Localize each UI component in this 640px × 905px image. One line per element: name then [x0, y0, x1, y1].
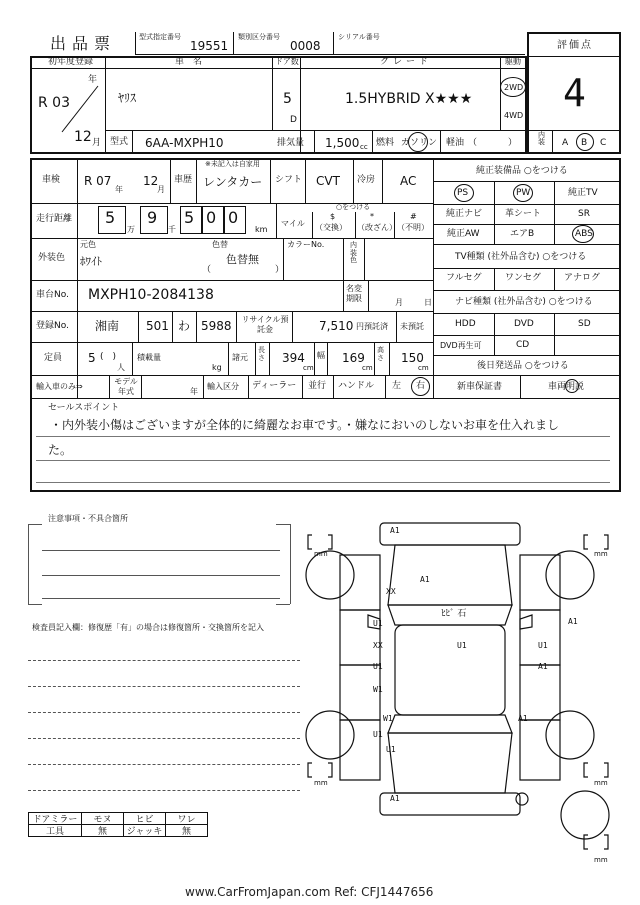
fuel-label: 燃料: [376, 138, 395, 148]
drive-label: 駆動: [505, 57, 521, 66]
steering-label: ハンドル: [338, 381, 375, 391]
score-label: 評価点: [557, 40, 593, 51]
equip-abs: ABS: [575, 229, 593, 239]
mark-a1-right-fender: A1: [568, 617, 578, 626]
width-value: 169: [342, 351, 365, 365]
swap-dollar: $: [330, 212, 336, 221]
mark-hibi-ishi: ﾋﾋﾞ 石: [441, 609, 467, 619]
capacity-value: 5: [88, 351, 96, 365]
import-parallel: 並行: [308, 381, 327, 391]
inspection-month: 12: [143, 174, 159, 188]
interior-color-label: 内装色: [350, 241, 357, 265]
plate-kana: わ: [178, 319, 191, 333]
dvd-playable-label: DVD再生可: [440, 341, 482, 350]
load-label: 積載量: [137, 353, 161, 362]
fuel-gas: ガソリン: [401, 138, 438, 148]
docs-manual-circle: [565, 379, 579, 393]
equip-leather: 革シート: [505, 209, 542, 219]
mark-a1-front: A1: [390, 526, 400, 535]
fuel-diesel: 軽油: [446, 138, 465, 148]
drive-2wd-circle: [500, 77, 526, 97]
name-change-month: 月: [395, 298, 403, 307]
mark-w1-left-rear-door: W1: [373, 685, 383, 694]
plate-label: 登録No.: [36, 321, 69, 331]
class-code: 0008: [290, 39, 321, 53]
recolor-paren-open: （: [202, 265, 212, 275]
model-code: 19551: [190, 39, 229, 53]
mark-w1-left-quarter: W1: [383, 714, 393, 723]
mark-u1-right-front-door: U1: [538, 641, 548, 650]
swap-label: （交換）: [315, 223, 347, 232]
mark-u1-left-quarter: U1: [386, 745, 396, 754]
width-cm: cm: [362, 364, 373, 372]
mileage-digit-3: 5: [184, 208, 195, 227]
plate-class: 501: [146, 319, 169, 333]
interior-a: A: [562, 138, 569, 148]
notes-label: 注意事項・不具合箇所: [48, 514, 128, 523]
mark-xx-hood-left: XX: [386, 587, 396, 596]
ac-value: AC: [400, 174, 417, 188]
mm-rear-left: mm: [314, 779, 328, 787]
recycle-label: リサイクル預託金: [241, 315, 289, 335]
tools-label: 工具: [28, 824, 82, 837]
recolor-label: 色替: [212, 240, 228, 249]
sen-unit: 千: [168, 225, 176, 234]
fuel-paren-close: ）: [508, 138, 518, 148]
height-cm: cm: [418, 364, 429, 372]
model-value: 6AA-MXPH10: [145, 136, 224, 150]
inspection-year-unit: 年: [115, 185, 123, 194]
plate-region: 湘南: [95, 319, 120, 333]
mark-u1-roof: U1: [457, 641, 467, 650]
doors-label: ドア数: [275, 57, 299, 66]
navi-hdd: HDD: [455, 319, 476, 329]
interior-b: B: [581, 138, 588, 148]
capacity-label: 定員: [44, 353, 63, 363]
height-value: 150: [401, 351, 424, 365]
mark-u1-trunk: U1: [373, 730, 383, 739]
grade-value: 1.5HYBRID X★★★: [345, 91, 473, 107]
equip-pw: PW: [516, 188, 531, 198]
equip-abs-circle: [572, 225, 594, 243]
length-value: 394: [282, 351, 305, 365]
break-label: ワレ: [165, 812, 208, 825]
mileage-label: 走行距離: [36, 214, 73, 224]
mirror-label: ドアミラー: [28, 812, 82, 825]
length-label: 長さ: [258, 346, 265, 362]
name-change-day: 日: [424, 298, 432, 307]
ac-label: 冷房: [357, 175, 376, 185]
tools-value: 無: [81, 824, 124, 837]
steering-right-circle: [411, 377, 430, 396]
man-unit: 万: [127, 225, 135, 234]
mm-front-right: mm: [594, 550, 608, 558]
equip-pw-circle: [513, 184, 533, 202]
mark-a1-rear: A1: [390, 794, 400, 803]
tv-fullseg: フルセグ: [446, 273, 482, 283]
circle-note: ○をつける: [336, 203, 371, 211]
orig-color-label: 元色: [80, 240, 96, 249]
unknown-label: （不明）: [397, 223, 429, 232]
mm-front-left: mm: [314, 550, 328, 558]
mm-rear-right: mm: [594, 779, 608, 787]
jack-label: ジャッキ: [123, 824, 166, 837]
name-change-label: 名変期限: [346, 284, 362, 303]
navi-title: ナビ種類 (社外品含む) ○をつける: [455, 297, 593, 307]
person-unit: 人: [117, 363, 125, 372]
orig-color: ﾎﾜｲﾄ: [80, 255, 102, 268]
displacement-label: 排気量: [277, 138, 305, 148]
year-unit: 年: [88, 75, 98, 85]
car-diagram: [300, 515, 620, 855]
mark-u1-left-rear-door: U1: [373, 662, 383, 671]
first-reg-label: 初年度登録: [48, 57, 94, 67]
navi-dvd: DVD: [514, 319, 534, 329]
recycle-paid: 円預託済: [356, 322, 388, 331]
docs-title: 後日発送品 ○をつける: [477, 361, 569, 371]
length-cm: cm: [303, 364, 314, 372]
equip-ps: PS: [457, 188, 469, 198]
equip-ps-circle: [454, 184, 474, 202]
jack-value: 無: [165, 824, 208, 837]
grade-label: グレード: [380, 57, 433, 67]
drive-4wd: 4WD: [504, 111, 524, 120]
displacement-value: 1,500: [325, 136, 360, 150]
sales-point-line-1: ・内外装小傷はございますが全体的に綺麗なお車です。・嫌なにおいのしないお車を仕入れまし: [50, 418, 560, 432]
mark-a1-right-quarter: A1: [518, 714, 528, 723]
door-type: D: [290, 115, 297, 125]
interior-b-circle: [576, 133, 594, 151]
interior-label: 内装: [538, 131, 545, 146]
car-name: ﾔﾘｽ: [118, 91, 137, 105]
car-name-label: 車 名: [175, 57, 203, 67]
equipment-title: 純正装備品 ○をつける: [476, 166, 568, 176]
unknown-hash: #: [410, 212, 417, 221]
interior-c: C: [600, 138, 607, 148]
shift-value: CVT: [316, 174, 340, 188]
width-label: 幅: [317, 351, 325, 360]
history-note: ※未記入は自家用: [205, 160, 260, 168]
tv-analog: アナログ: [564, 273, 601, 283]
fuel-paren-open: （: [468, 138, 478, 148]
color-no-label: カラーNo.: [287, 240, 325, 249]
mileage-digit-1: 5: [105, 208, 116, 227]
import-dealer: ディーラー: [252, 381, 297, 391]
sheet-title: 出品票: [50, 34, 117, 53]
steering-left: 左: [392, 381, 402, 391]
history-value: レンタカー: [203, 175, 263, 189]
capacity-paren: ( ): [100, 352, 117, 362]
model-year-unit: 年: [190, 387, 198, 396]
mileage-digit-2: 9: [147, 208, 158, 227]
tv-oneseg: ワンセグ: [505, 273, 542, 283]
first-reg-year: R 03: [38, 95, 70, 111]
plate-number: 5988: [201, 319, 232, 333]
equip-sr: SR: [578, 209, 590, 219]
first-reg-month: 12: [74, 129, 92, 145]
model-label: 型式: [110, 137, 129, 147]
mileage-digit-5: 0: [228, 208, 239, 227]
kg-unit: kg: [212, 363, 222, 372]
history-label: 車歴: [174, 175, 193, 185]
score-value: 4: [563, 71, 586, 115]
watermark: www.CarFromJapan.com Ref: CFJ1447656: [185, 885, 434, 899]
sales-point-label: セールスポイント: [48, 403, 120, 413]
recycle-unpaid: 未預託: [400, 322, 424, 331]
cc-unit: cc: [360, 143, 368, 151]
height-label: 高さ: [377, 346, 384, 362]
dims-label: 諸元: [232, 353, 248, 362]
equip-airbag: エアB: [510, 229, 535, 239]
tamper-star: *: [370, 212, 374, 221]
model-code-label: 型式指定番号: [139, 33, 181, 41]
km-unit: km: [255, 225, 268, 234]
drive-2wd: 2WD: [504, 83, 524, 92]
class-code-label: 類別区分番号: [238, 33, 280, 41]
equip-aw: 純正AW: [447, 229, 480, 239]
chassis-label: 車台No.: [36, 290, 69, 300]
serial-label: シリアル番号: [338, 33, 380, 41]
recolor-value: 色替無: [226, 253, 259, 266]
inspection-year: R 07: [84, 174, 112, 188]
tv-title: TV種類 (社外品含む) ○をつける: [455, 252, 587, 262]
equip-navi: 純正ナビ: [446, 209, 483, 219]
inspection-month-unit: 月: [157, 185, 165, 194]
inspector-label: 検査員記入欄：修復歴「有」の場合は修復箇所・交換箇所を記入: [32, 623, 264, 632]
cd-label: CD: [516, 340, 530, 350]
date-slash: [60, 84, 100, 134]
mark-a1-right-rear-door: A1: [538, 662, 548, 671]
recolor-paren-close: ）: [275, 265, 285, 275]
mile-label: マイル: [281, 219, 305, 228]
fuel-gas-circle: [408, 132, 428, 152]
mm-spare: mm: [594, 856, 608, 864]
inspection-label: 車検: [42, 175, 61, 185]
recycle-amount: 7,510: [319, 319, 354, 333]
docs-warranty: 新車保証書: [457, 382, 503, 392]
import-label: 輸入車のみ⇒: [36, 382, 83, 391]
doors-value: 5: [283, 91, 292, 107]
mirror-value: モヌ: [81, 812, 124, 825]
tamper-label: （改ざん）: [357, 223, 397, 232]
navi-sd: SD: [578, 319, 591, 329]
month-unit: 月: [92, 138, 102, 148]
color-label: 外装色: [38, 253, 66, 263]
import-class-label: 輸入区分: [207, 382, 239, 391]
mark-u1-left-fender: U1: [373, 619, 383, 628]
sales-point-line-2: た。: [48, 443, 73, 457]
chassis-value: MXPH10-2084138: [88, 287, 214, 303]
steering-right: 右: [416, 381, 426, 391]
docs-manual: 車両明説: [548, 382, 585, 392]
crack-label: ヒビ: [123, 812, 166, 825]
equip-tv: 純正TV: [568, 188, 598, 198]
mileage-digit-4: 0: [206, 208, 217, 227]
shift-label: シフト: [275, 175, 303, 185]
model-year-label: モデル年式: [114, 377, 138, 396]
mark-xx-left-front-door: XX: [373, 641, 383, 650]
mark-a1-hood: A1: [420, 575, 430, 584]
